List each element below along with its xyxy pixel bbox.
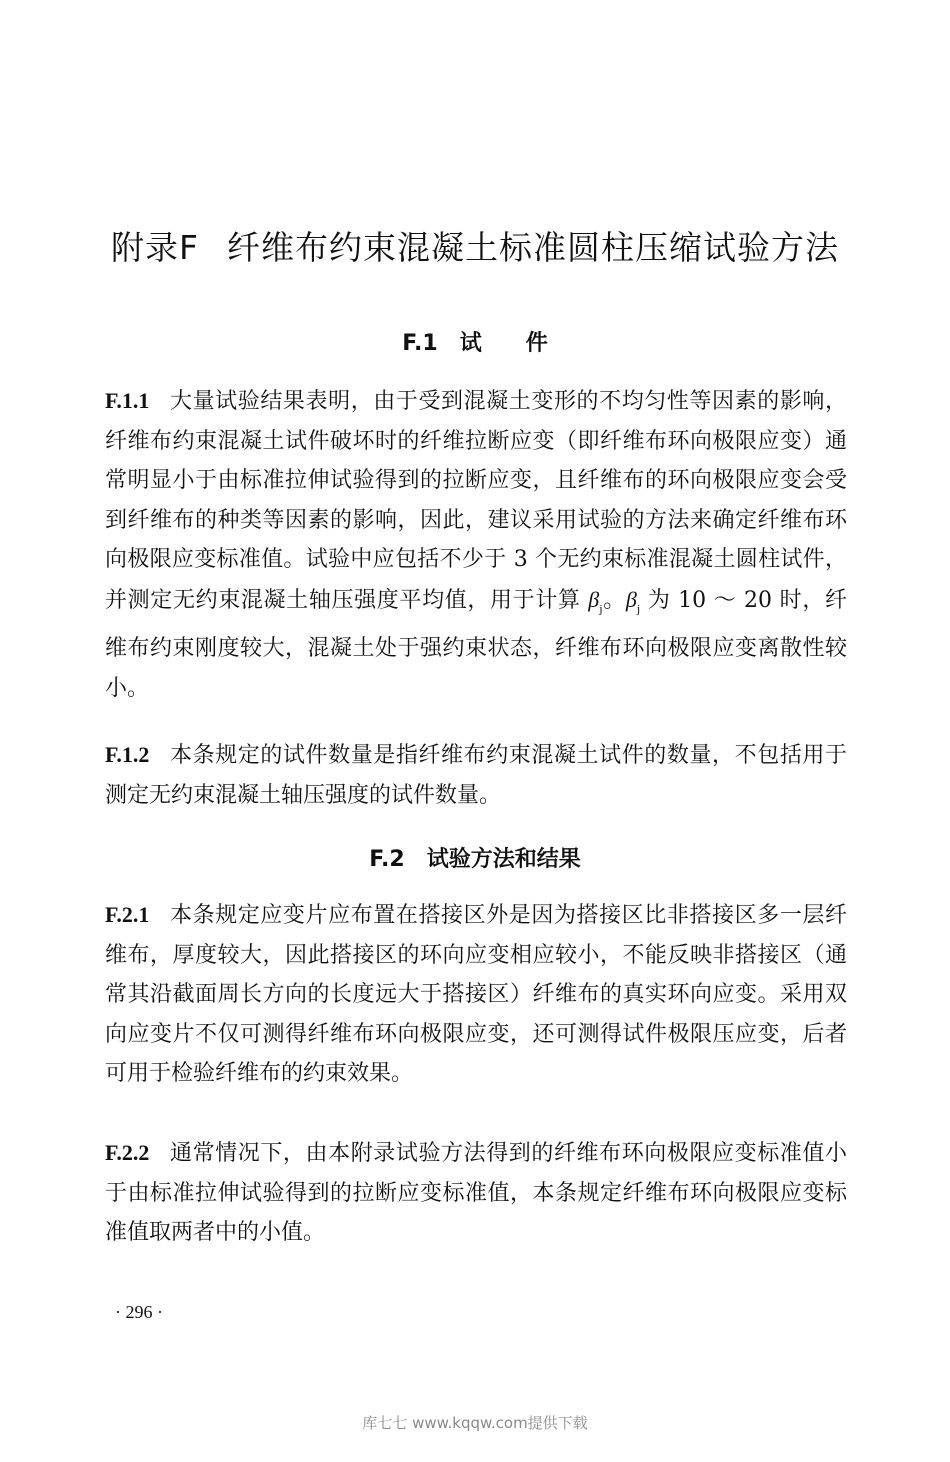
clause-f-2-2	[105, 1133, 847, 1253]
page-title	[95, 222, 855, 269]
section-number: F.2	[369, 847, 405, 872]
clause-number: F.1.2	[105, 742, 150, 767]
appendix-label: 附录F	[111, 228, 199, 267]
clause-number: F.2.1	[105, 902, 150, 927]
page-number: · 296 ·	[115, 1302, 163, 1322]
appendix-title-text: 纤维布约束混凝土标准圆柱压缩试验方法	[226, 228, 839, 267]
section-number: F.1	[402, 331, 438, 356]
clause-text: 大量试验结果表明，由于受到混凝土变形的不均匀性等因素的影响，纤维布约束混凝土试件破坏时的纤维拉断应变（即纤维布环向极限应变）通常明显小于由标准拉伸试验得到的拉断应变，且纤维布的环向极限应变会受到纤维布的种类等因素的影响，因此，建议采用试验的方法来确定纤维布环向极限应变标准值。试验中应包括不少于 3 个无约束标准混凝土圆柱试件，并测定无约束混凝土轴压强度平均值，用于计算	[105, 389, 847, 613]
section-heading-f1	[0, 326, 950, 357]
beta-symbol: $\beta_j$	[625, 586, 641, 616]
watermark: 库七七 www.kqqw.com提供下载	[362, 1414, 588, 1432]
clause-f-1-2	[105, 735, 847, 815]
clause-text: 本条规定应变片应布置在搭接区外是因为搭接区比非搭接区多一层纤维布，厚度较大，因此搭接区的环向应变相应较小，不能反映非搭接区（通常其沿截面周长方向的长度远大于搭接区）纤维布的真实环向应变。采用双向应变片不仅可测得纤维布环向极限应变，还可测得试件极限压应变，后者可用于检验纤维布的约束效果。	[105, 903, 847, 1087]
section-heading-f2	[0, 842, 950, 873]
clause-number: F.1.1	[105, 388, 150, 413]
section-title: 试验方法和结果	[426, 847, 581, 872]
clause-text: 本条规定的试件数量是指纤维布约束混凝土试件的数量，不包括用于测定无约束混凝土轴压强度的试件数量。	[105, 743, 847, 808]
clause-text-middle: 。	[602, 587, 626, 613]
clause-number: F.2.2	[105, 1140, 150, 1165]
clause-text-after: 为 10 ～ 20 时，纤维布约束刚度较大，混凝土处于强约束状态，纤维布环向极限应变离散性较小。	[105, 587, 847, 701]
beta-symbol: $\beta_j$	[588, 586, 603, 616]
clause-f-2-1	[105, 895, 847, 1094]
clause-f-1-1	[105, 381, 847, 708]
clause-text: 通常情况下，由本附录试验方法得到的纤维布环向极限应变标准值小于由标准拉伸试验得到的拉断应变标准值，本条规定纤维布环向极限应变标准值取两者中的小值。	[105, 1141, 847, 1246]
section-title: 试 件	[459, 331, 548, 356]
